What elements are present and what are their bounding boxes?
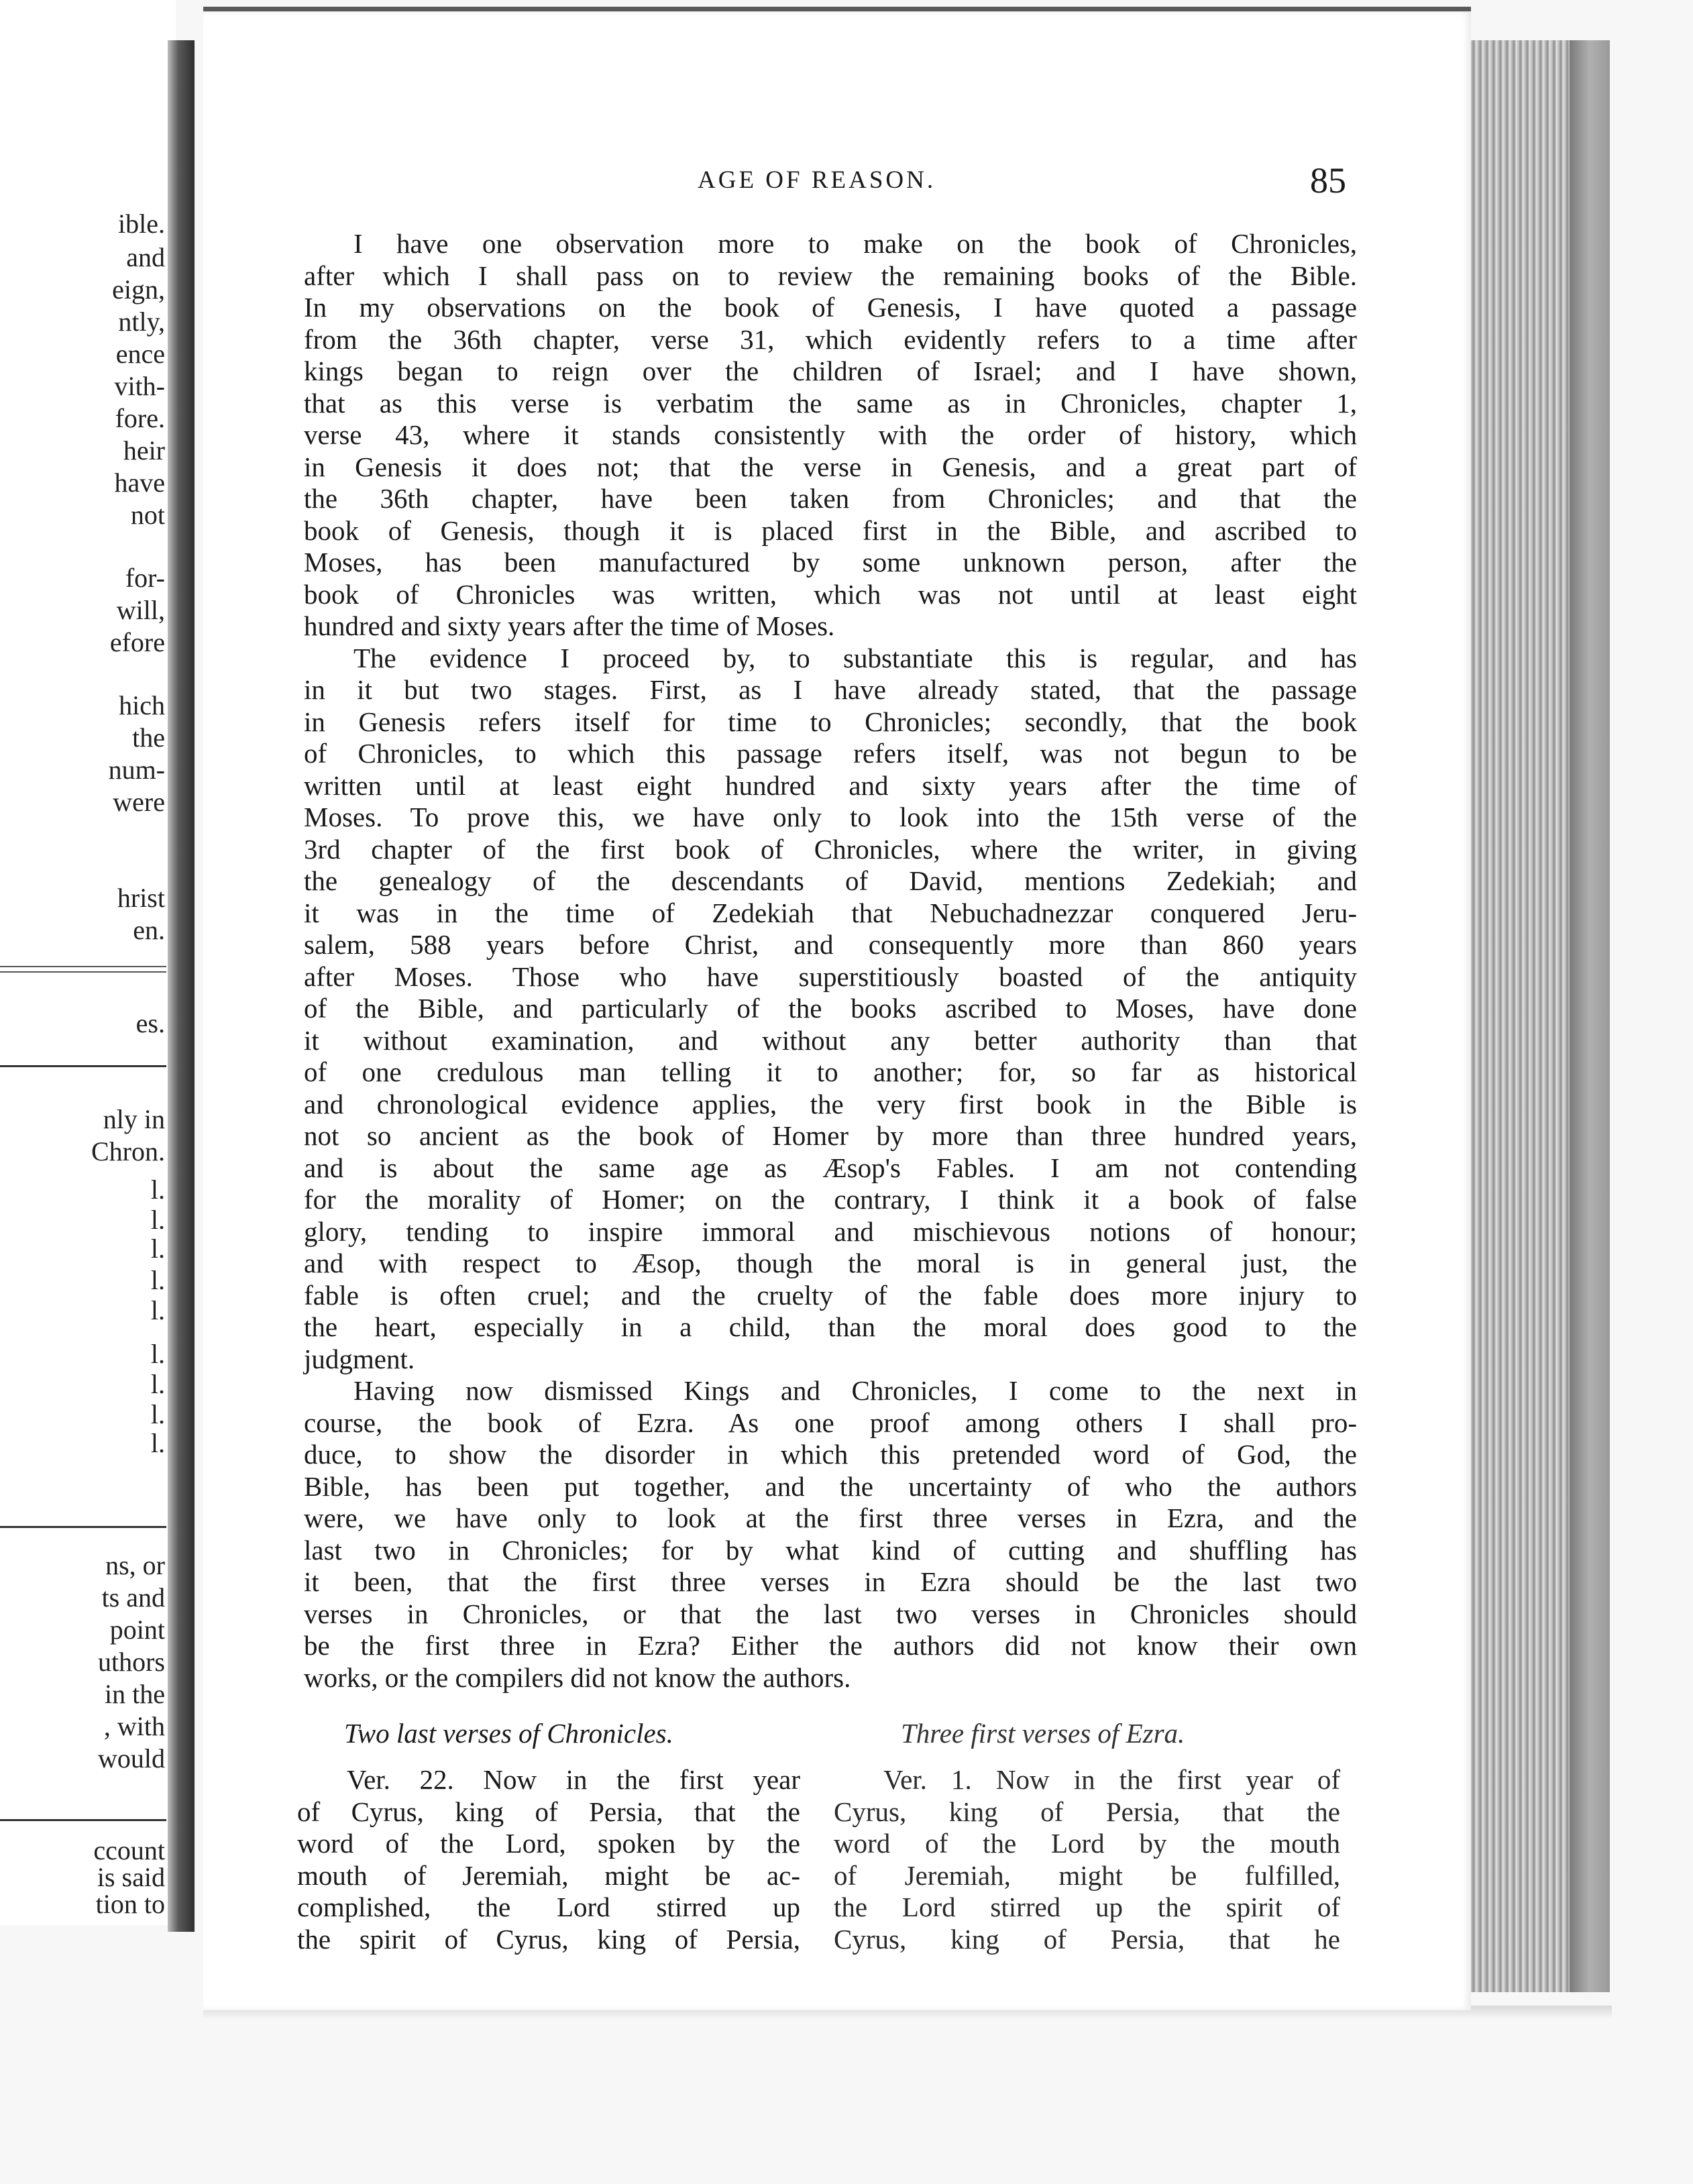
text-line: be the first three in Ezra? Either the authors did not know their own <box>304 1630 1357 1661</box>
text-line: verse 43, where it stands consistently with the order of history, which <box>304 419 1357 450</box>
left-page-fragment: have <box>114 468 165 498</box>
left-page-fragment: ns, or <box>105 1550 165 1580</box>
text-line: of the Bible, and particularly of the books ascribed to Moses, have done <box>304 993 1357 1024</box>
text-line: The evidence I proceed by, to substantiate this is regular, and has <box>353 642 1357 673</box>
left-page-fragment: tion to <box>95 1889 165 1919</box>
left-page-fragment: in the <box>105 1679 165 1709</box>
left-page-fragment: heir <box>123 435 165 466</box>
text-line: of Jeremiah, might be fulfilled, <box>834 1859 1340 1891</box>
running-header: AGE OF REASON. <box>698 166 936 194</box>
column-chronicles <box>297 1764 800 1955</box>
text-line: book of Genesis, though it is placed first in the Bible, and ascribed to <box>304 514 1357 546</box>
text-line: after Moses. Those who have superstitiously boasted of the antiquity <box>304 961 1357 992</box>
text-line: in it but two stages. First, as I have already stated, that the passage <box>304 674 1357 705</box>
left-page-fragment: ence <box>115 339 165 369</box>
left-page-fragment: fore. <box>115 403 165 433</box>
left-page-fragment: efore <box>109 627 165 657</box>
left-page-fragment: is said <box>97 1862 165 1892</box>
left-page-fragment: were <box>113 787 165 817</box>
left-page-fragment: hich <box>119 690 165 720</box>
text-line: Ver. 22. Now in the first year <box>347 1764 800 1795</box>
text-line: I have one observation more to make on the book of Chronicles, <box>353 228 1357 259</box>
text-line: of Chronicles, to which this passage refers itself, was not begun to be <box>304 738 1357 769</box>
text-line: kings began to reign over the children of Israel; and I have shown, <box>304 356 1357 386</box>
left-page-fragment: num- <box>108 755 165 785</box>
left-page-fragment: l. <box>150 1175 165 1205</box>
text-line: were, we have only to look at the first three verses in Ezra, and the <box>304 1503 1357 1533</box>
text-line: in Genesis it does not; that the verse in Genesis, and a great part of <box>304 451 1357 482</box>
text-line: glory, tending to inspire immoral and mischievous notions of honour; <box>304 1215 1357 1247</box>
left-page-fragment: would <box>98 1743 165 1773</box>
book-gutter <box>168 40 195 1932</box>
left-page-fragment: en. <box>133 915 165 945</box>
left-page-fragment: ible. <box>118 209 165 239</box>
left-page-rule <box>0 1819 166 1821</box>
left-page-rule <box>0 1526 166 1528</box>
text-line: Having now dismissed Kings and Chronicles, I come to the next in <box>353 1375 1357 1406</box>
text-line: after which I shall pass on to review the remaining books of the Bible. <box>304 260 1357 291</box>
left-page-fragment: and <box>126 242 165 272</box>
text-line: it was in the time of Zedekiah that Nebuchadnezzar conquered Jeru- <box>304 897 1357 928</box>
text-line: the heart, especially in a child, than the moral does good to the <box>304 1311 1357 1342</box>
text-line: hundred and sixty years after the time of Moses. <box>304 610 835 641</box>
text-line: fable is often cruel; and the cruelty of the fable does more injury to <box>304 1279 1357 1311</box>
text-line: Cyrus, king of Persia, that he <box>834 1923 1340 1955</box>
text-line: Bible, has been put together, and the uncertainty of who the authors <box>304 1470 1357 1502</box>
text-line: judgment. <box>304 1343 415 1374</box>
text-line: it without examination, and without any better authority than that <box>304 1024 1357 1056</box>
left-page-fragment: l. <box>150 1369 165 1399</box>
text-line: 3rd chapter of the first book of Chronicles, where the writer, in giving <box>304 833 1357 865</box>
text-line: the spirit of Cyrus, king of Persia, <box>297 1923 800 1955</box>
text-line: and is about the same age as Æsop's Fables. I am not contending <box>304 1152 1357 1183</box>
text-line: Cyrus, king of Persia, that the <box>834 1796 1340 1827</box>
text-line: of Cyrus, king of Persia, that the <box>297 1796 800 1827</box>
text-line: Moses, has been manufactured by some unknown person, after the <box>304 547 1357 578</box>
left-page-rule <box>0 966 166 973</box>
left-page-fragment: l. <box>150 1399 165 1429</box>
left-page-fragment: the <box>132 722 165 753</box>
left-page-fragment: vith- <box>114 371 165 401</box>
left-page-fragment: will, <box>116 595 165 625</box>
text-line: of one credulous man telling it to another; for, so far as historical <box>304 1056 1357 1087</box>
text-line: mouth of Jeremiah, might be ac- <box>297 1859 800 1891</box>
left-page-fragment: l. <box>150 1265 165 1295</box>
text-line: Ver. 1. Now in the first year of <box>883 1764 1340 1795</box>
left-page-rule <box>0 1065 166 1067</box>
column-title-ezra: Three first verses of Ezra. <box>901 1718 1185 1749</box>
left-page-fragment: ntly, <box>118 307 165 337</box>
left-page-fragment: l. <box>150 1234 165 1264</box>
text-line: last two in Chronicles; for by what kind of cutting and shuffling has <box>304 1534 1357 1566</box>
text-line: verses in Chronicles, or that the last two verses in Chronicles should <box>304 1598 1357 1629</box>
body-text <box>304 228 1357 1694</box>
text-line: works, or the compilers did not know the authors. <box>304 1661 851 1693</box>
left-page-fragment: ccount <box>93 1835 165 1865</box>
text-line: Moses. To prove this, we have only to look into the 15th verse of the <box>304 802 1357 832</box>
text-line: for the morality of Homer; on the contrary, I think it a book of false <box>304 1184 1357 1215</box>
text-line: and with respect to Æsop, though the moral is in general just, the <box>304 1248 1357 1278</box>
left-page-fragment: ts and <box>101 1582 165 1613</box>
adjacent-left-page <box>0 0 176 1925</box>
column-title-chronicles: Two last verses of Chronicles. <box>344 1718 673 1749</box>
text-line: the Lord stirred up the spirit of <box>834 1892 1340 1922</box>
text-line: not so ancient as the book of Homer by more than three hundred years, <box>304 1120 1357 1151</box>
text-line: word of the Lord by the mouth <box>834 1828 1340 1859</box>
left-page-fragment: , with <box>103 1711 165 1741</box>
text-line: book of Chronicles was written, which was not until at least eight <box>304 578 1357 610</box>
left-page-fragment: l. <box>150 1428 165 1458</box>
left-page-fragment: hrist <box>117 883 165 913</box>
left-page-fragment: l. <box>150 1205 165 1235</box>
text-line: that as this verse is verbatim the same as in Chronicles, chapter 1, <box>304 387 1357 419</box>
text-line: the genealogy of the descendants of David, mentions Zedekiah; and <box>304 865 1357 896</box>
text-line: duce, to show the disorder in which this pretended word of God, the <box>304 1439 1357 1470</box>
text-line: written until at least eight hundred and sixty years after the time of <box>304 769 1357 801</box>
left-page-fragment: nly in <box>103 1104 165 1134</box>
text-line: in Genesis refers itself for time to Chronicles; secondly, that the book <box>304 706 1357 737</box>
left-page-fragment: eign, <box>112 274 165 305</box>
page-number: 85 <box>1310 160 1346 201</box>
text-line: from the 36th chapter, verse 31, which evidently refers to a time after <box>304 323 1357 355</box>
text-line: word of the Lord, spoken by the <box>297 1828 800 1859</box>
text-line: complished, the Lord stirred up <box>297 1892 800 1922</box>
left-page-fragment: Chron. <box>91 1136 165 1166</box>
text-line: the 36th chapter, have been taken from Chronicles; and that the <box>304 483 1357 514</box>
left-page-fragment: for- <box>125 563 165 593</box>
left-page-fragment: l. <box>150 1295 165 1325</box>
column-ezra <box>834 1764 1340 1955</box>
book-cover-edge <box>1570 40 1610 1992</box>
text-line: course, the book of Ezra. As one proof among others I shall pro- <box>304 1407 1357 1438</box>
text-line: and chronological evidence applies, the very first book in the Bible is <box>304 1088 1357 1120</box>
left-page-fragment: l. <box>150 1339 165 1369</box>
left-page-fragment: uthors <box>98 1647 165 1677</box>
text-line: salem, 588 years before Christ, and consequently more than 860 years <box>304 929 1357 960</box>
text-line: In my observations on the book of Genesis, I have quoted a passage <box>304 292 1357 323</box>
text-line: it been, that the first three verses in Ezra should be the last two <box>304 1566 1357 1597</box>
left-page-fragment: point <box>109 1615 165 1645</box>
left-page-fragment: not <box>130 500 165 530</box>
left-page-fragment: es. <box>135 1008 165 1038</box>
